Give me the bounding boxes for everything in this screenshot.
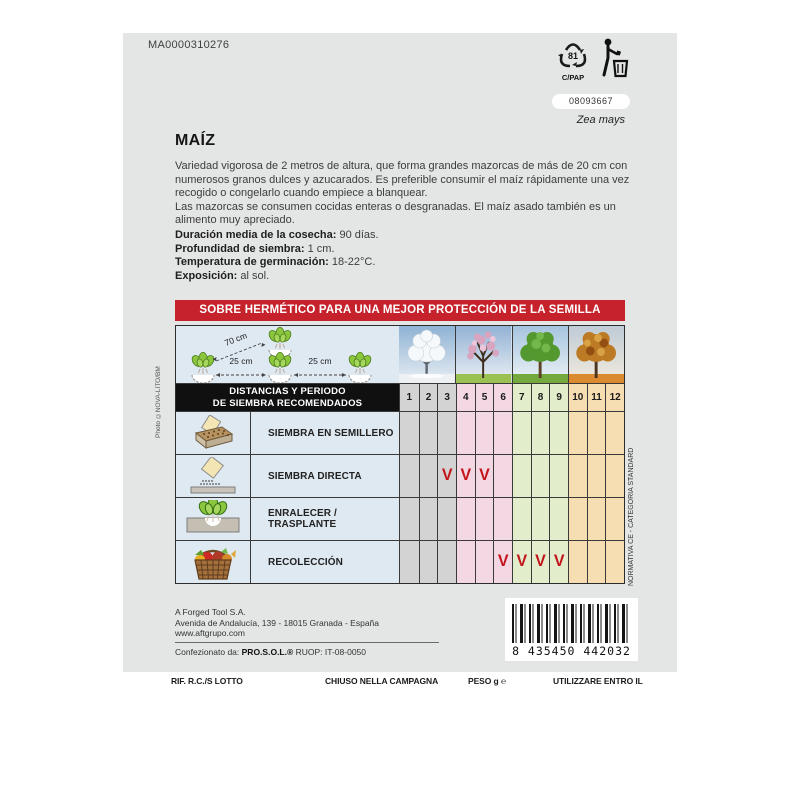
month-cell-11	[587, 455, 606, 497]
packet-back	[123, 33, 677, 672]
month-header-12: 12	[605, 384, 624, 411]
month-header-3: 3	[437, 384, 456, 411]
month-cell-5	[475, 498, 494, 540]
month-cell-12	[605, 412, 624, 454]
month-cell-6	[493, 541, 512, 583]
month-header-6: 6	[493, 384, 512, 411]
month-cell-7	[512, 412, 531, 454]
spec-line: Profundidad de siembra: 1 cm.	[175, 242, 335, 255]
month-cell-12	[605, 541, 624, 583]
month-cell-3	[437, 541, 456, 583]
period-mark: V	[479, 466, 490, 485]
month-header-1: 1	[400, 384, 419, 411]
month-cell-5	[475, 455, 494, 497]
autumn-tree-cell	[568, 326, 624, 383]
table-row	[176, 540, 624, 583]
month-cell-9	[549, 498, 568, 540]
description-paragraph-2: Las mazorcas se consumen cocidas enteras o desgranadas. El maíz asado también es un alimento muy apreciado.	[175, 200, 616, 226]
lot-number-badge: 08093667	[552, 94, 630, 109]
row-label: SIEMBRA EN SEMILLERO	[250, 412, 399, 454]
month-cell-4	[456, 541, 475, 583]
month-cell-9	[549, 455, 568, 497]
season-trees-row	[399, 326, 624, 383]
period-mark: V	[460, 466, 472, 485]
month-cells-row-1	[399, 455, 624, 497]
company-address-block	[175, 607, 379, 639]
month-cell-3	[437, 412, 456, 454]
divider-line	[175, 642, 439, 643]
month-cell-2	[419, 498, 438, 540]
table-row	[176, 497, 624, 540]
month-cell-6	[493, 412, 512, 454]
autumn-tree-icon	[569, 326, 624, 383]
barcode-digits: 8 435450 442032	[512, 644, 631, 658]
table-row	[176, 411, 624, 454]
seed-tray-icon	[176, 412, 250, 454]
month-cell-4	[456, 455, 475, 497]
month-cell-1	[400, 498, 419, 540]
month-cell-10	[568, 455, 587, 497]
ce-standard-label: NORMATIVA CE - CATEGORIA STANDARD	[628, 447, 635, 586]
winter-tree-icon	[399, 326, 455, 383]
month-cell-1	[400, 455, 419, 497]
month-cell-11	[587, 541, 606, 583]
month-header-7: 7	[512, 384, 531, 411]
month-cell-6	[493, 455, 512, 497]
month-cells-row-2	[399, 498, 624, 540]
growing-specs	[175, 229, 379, 283]
company-website: www.aftgrupo.com	[175, 628, 245, 638]
description-paragraph-1: Variedad vigorosa de 2 metros de altura, que forma grandes mazorcas de más de 20 cm con numerosos granos dulces y azucarados. Es preferible consumir el maíz rápidamente una vez recogido o congelarlo cuando empiece a blanquear.	[175, 160, 630, 199]
month-cell-1	[400, 412, 419, 454]
barcode-bars	[512, 604, 631, 643]
spacing-diagram	[176, 326, 399, 383]
summer-tree-icon	[513, 326, 568, 383]
month-header-4: 4	[456, 384, 475, 411]
table-row	[176, 454, 624, 497]
month-cell-11	[587, 498, 606, 540]
svg-text:81: 81	[567, 51, 579, 61]
recycle-arrows-icon	[555, 41, 591, 69]
month-cell-4	[456, 498, 475, 540]
month-cell-3	[437, 455, 456, 497]
month-cell-12	[605, 455, 624, 497]
period-mark: V	[553, 552, 565, 571]
packer-line: Confezionato da: PRO.S.O.L.® RUOP: IT-08-0050	[175, 647, 367, 657]
month-header-2: 2	[419, 384, 438, 411]
footer-label-lotto: RIF. R.C./S LOTTO	[171, 676, 243, 686]
spec-line: Duración media de la cosecha: 90 días.	[175, 229, 379, 241]
period-mark: V	[535, 552, 546, 571]
month-cell-8	[531, 498, 550, 540]
month-cell-2	[419, 541, 438, 583]
barcode	[505, 598, 638, 661]
month-header-5: 5	[475, 384, 494, 411]
row-label: SIEMBRA DIRECTA	[250, 455, 399, 497]
month-cell-4	[456, 412, 475, 454]
month-cell-10	[568, 412, 587, 454]
variety-description	[175, 160, 630, 228]
row-label: RECOLECCIÓN	[250, 541, 399, 583]
month-cell-2	[419, 455, 438, 497]
month-header-9: 9	[549, 384, 568, 411]
month-cell-5	[475, 412, 494, 454]
seed-packet-pouring-icon	[176, 455, 250, 497]
row-distance-label: 70 cm	[223, 330, 249, 348]
footer-label-peso: PESO g ℮	[468, 676, 506, 686]
tidyman-icon	[599, 37, 629, 84]
period-mark: V	[516, 552, 528, 571]
month-header-11: 11	[587, 384, 606, 411]
summer-tree-cell	[512, 326, 568, 383]
month-header-10: 10	[568, 384, 587, 411]
month-cells-row-3	[399, 541, 624, 583]
species-latin-name: Zea mays	[576, 114, 625, 126]
month-cell-6	[493, 498, 512, 540]
month-cell-7	[512, 541, 531, 583]
month-cell-1	[400, 541, 419, 583]
month-cell-10	[568, 541, 587, 583]
month-cell-9	[549, 541, 568, 583]
planting-calendar-table	[175, 325, 625, 584]
recycling-symbol	[553, 41, 593, 82]
month-cell-10	[568, 498, 587, 540]
plant-distance-label: 25 cm	[308, 356, 332, 366]
footer-label-campagna: CHIUSO NELLA CAMPAGNA	[325, 676, 439, 686]
variety-title: MAÍZ	[175, 132, 216, 149]
transplant-icon	[176, 498, 250, 540]
period-mark: V	[497, 552, 509, 571]
seed-protection-banner: SOBRE HERMÉTICO PARA UNA MEJOR PROTECCIÓN DE LA SEMILLA	[175, 300, 625, 321]
footer-label-utilizzare: UTILIZZARE ENTRO IL	[553, 676, 643, 686]
month-cell-11	[587, 412, 606, 454]
plant-distance-label: 25 cm	[229, 356, 253, 366]
month-header-8: 8	[531, 384, 550, 411]
packet-code: MA0000310276	[148, 39, 230, 51]
month-cells-row-0	[399, 412, 624, 454]
month-cell-8	[531, 541, 550, 583]
month-cell-7	[512, 498, 531, 540]
month-cell-2	[419, 412, 438, 454]
month-cell-5	[475, 541, 494, 583]
month-cell-3	[437, 498, 456, 540]
company-name: A Forged Tool S.A.	[175, 607, 246, 617]
recycle-material-label: C/PAP	[561, 73, 585, 82]
month-cell-12	[605, 498, 624, 540]
winter-tree-cell	[399, 326, 455, 383]
month-cell-9	[549, 412, 568, 454]
harvest-basket-icon	[176, 541, 250, 583]
month-cell-8	[531, 455, 550, 497]
spring-tree-icon	[456, 326, 511, 383]
row-label: ENRALECER / TRASPLANTE	[250, 498, 399, 540]
month-cell-7	[512, 455, 531, 497]
period-mark: V	[441, 466, 453, 485]
company-address: Avenida de Andalucía, 139 - 18015 Granada - España	[175, 617, 379, 628]
month-cell-8	[531, 412, 550, 454]
spec-line: Temperatura de germinación: 18-22°C.	[175, 256, 376, 269]
months-header-row	[399, 384, 624, 411]
spec-line: Exposición: al sol.	[175, 269, 270, 282]
spring-tree-cell	[455, 326, 511, 383]
photo-credit: Photo ©NOVA-LITO/BM	[155, 366, 162, 438]
table-title: DISTANCIAS Y PERIODO DE SIEMBRA RECOMENDADOS	[176, 384, 399, 411]
